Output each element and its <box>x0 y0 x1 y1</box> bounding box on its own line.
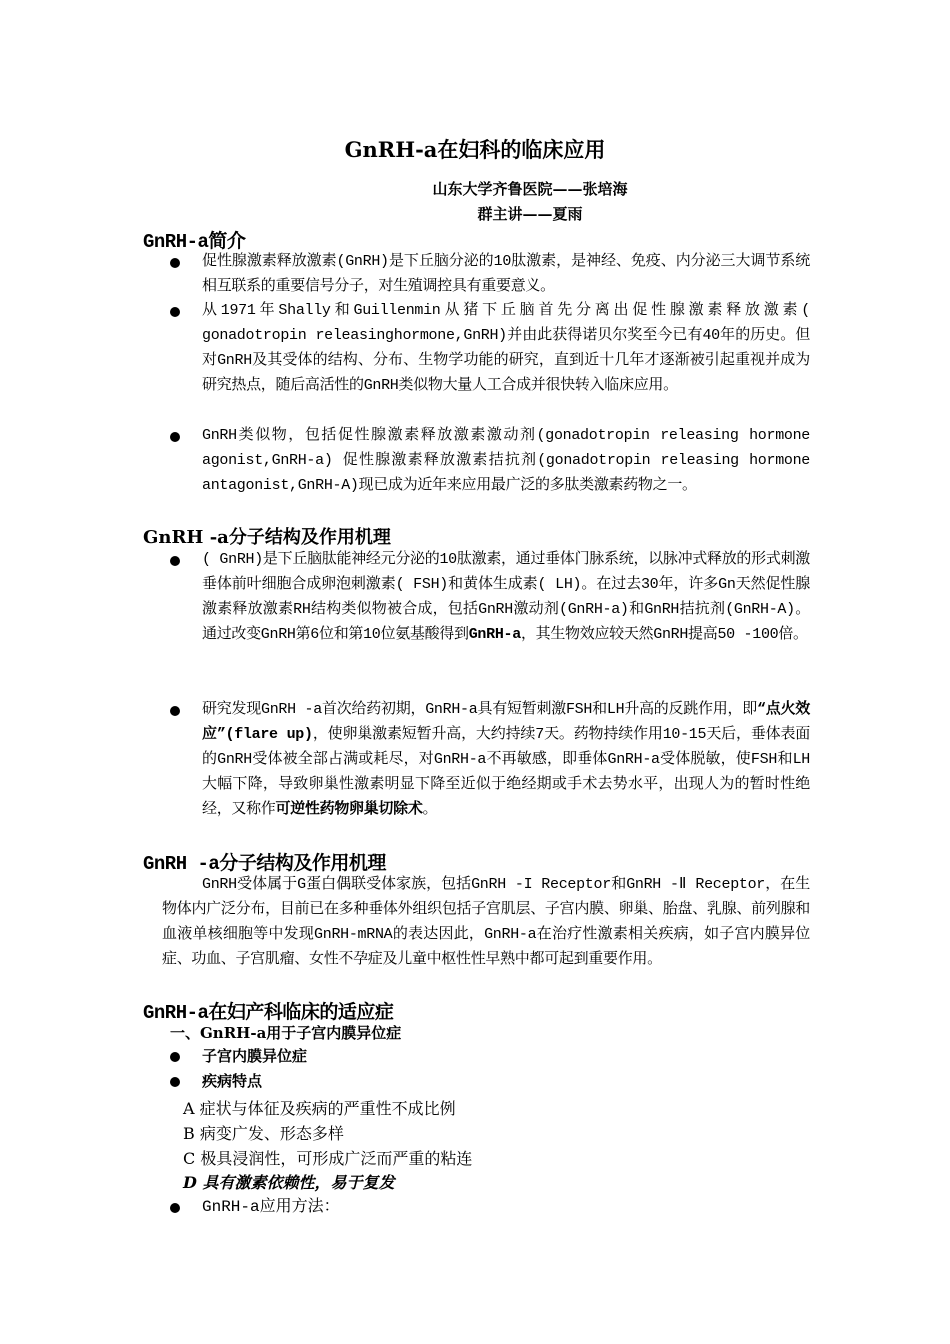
list-item-text: 子宫内膜异位症 <box>202 1047 308 1065</box>
list-item-text: 疾病特点 <box>202 1072 263 1090</box>
bullet-icon <box>170 258 180 268</box>
list-item <box>170 249 810 299</box>
feature-line: D 具有激素依赖性，易于复发 <box>183 1173 395 1192</box>
list-item-text: GnRH类似物，包括促性腺激素释放激素激动剂(gonadotropin releasing hormone agonist,GnRH-a) 促性腺激素释放激素拮抗剂(gonadotropin releasing hormone antagonist,GnRH-A)现已成为近年来应用最广泛的多肽类激素药物之一。 <box>202 427 810 494</box>
list-item-text: 从1971年Shally和Guillenmin从猪下丘脑首先分离出促性腺激素释放激素( gonadotropin releasinghormone,GnRH)并由此获得诺贝尔奖至今已有40年的历史。但对GnRH及其受体的结构、分布、生物学功能的研究，直到近十几年才逐渐被引起重视并成为研究热点，随后高活性的GnRH类似物大量人工合成并很快转入临床应用。 <box>202 302 810 394</box>
section-heading-indications: GnRH-a在妇产科临床的适应症 <box>143 1002 394 1024</box>
feature-line: B 病变广发、形态多样 <box>183 1124 344 1143</box>
bullet-icon <box>170 307 180 317</box>
list-item-text <box>202 547 810 647</box>
text-run: ，使卵巢激素短暂升高，大约持续7天。药物持续作用10-15天后，垂体表面的GnRH受体被全部占满或耗尽，对GnRH-a不再敏感，即垂体GnRH-a受体脱敏，使FSH和LH大幅下降，导致卵巢性激素明显下降至近似于绝经期或手术去势水平，出现人为的暂时性绝经，又称作 <box>202 726 811 818</box>
list-item-text: 促性腺激素释放激素(GnRH)是下丘脑分泌的10肽激素，是神经、免疫、内分泌三大调节系统相互联系的重要信号分子，对生殖调控具有重要意义。 <box>202 253 810 295</box>
bullet-icon <box>170 1052 180 1062</box>
list-item <box>170 1195 340 1220</box>
speaker-line: 群主讲——夏雨 <box>477 205 583 223</box>
list-item <box>170 1044 307 1069</box>
bullet-icon <box>170 1077 180 1087</box>
sub-heading: 一、GnRH-a用于子宫内膜异位症 <box>170 1024 402 1042</box>
emphasis-text: GnRH-a <box>468 626 521 643</box>
emphasis-text: “点火效应”(flare up) <box>202 701 810 743</box>
text-run: 。 <box>422 801 438 818</box>
list-item <box>170 1069 262 1094</box>
section-heading-intro: GnRH-a简介 <box>143 231 246 253</box>
page-title: GnRH-a在妇科的临床应用 <box>344 137 606 162</box>
bullet-icon <box>170 432 180 442</box>
section-heading-structure: GnRH -a分子结构及作用机理 <box>143 527 391 548</box>
list-item <box>170 547 810 647</box>
bullet-icon <box>170 1203 180 1213</box>
text-run: 研究发现GnRH -a首次给药初期，GnRH-a具有短暂刺激FSH和LH升高的反跳作用，即 <box>202 701 758 718</box>
list-item <box>170 298 810 398</box>
list-item-text: GnRH-a应用方法： <box>202 1198 340 1216</box>
feature-line: C 极具浸润性，可形成广泛而严重的粘连 <box>183 1149 473 1168</box>
feature-line: A 症状与体征及疾病的严重性不成比例 <box>183 1099 456 1118</box>
list-item <box>170 423 810 498</box>
bullet-icon <box>170 706 180 716</box>
bullet-icon <box>170 556 180 566</box>
section-heading-receptor: GnRH -a分子结构及作用机理 <box>143 853 386 875</box>
emphasis-text: 可逆性药物卵巢切除术 <box>275 801 423 818</box>
text-run: ( GnRH)是下丘脑肽能神经元分泌的10肽激素，通过垂体门脉系统，以脉冲式释放的形式刺激垂体前叶细胞合成卵泡刺激素( FSH)和黄体生成素( LH)。在过去30年，许多Gn天然促性腺激素释放激素RH结构类似物被合成，包括GnRH激动剂(GnRH-a)和GnRH拮抗剂(GnRH-A)。通过改变GnRH第6位和第10位氨基酸得到 <box>202 551 810 643</box>
list-item-text <box>202 697 810 822</box>
author-line: 山东大学齐鲁医院——张培海 <box>432 180 628 198</box>
text-run: ，其生物效应较天然GnRH提高50 -100倍。 <box>520 626 808 643</box>
body-paragraph: GnRH受体属于G蛋白偶联受体家族，包括GnRH -I Receptor和GnRH -Ⅱ Receptor，在生物体内广泛分布，目前已在多种垂体外组织包括子宫肌层、子宫内膜、卵巢、胎盘、乳腺、前列腺和血液单核细胞等中发现GnRH-mRNA的表达因此，GnRH-a在治疗性激素相关疾病，如子宫内膜异位症、功血、子宫肌瘤、女性不孕症及儿童中枢性性早熟中都可起到重要作用。 <box>162 876 810 968</box>
list-item <box>170 697 810 822</box>
